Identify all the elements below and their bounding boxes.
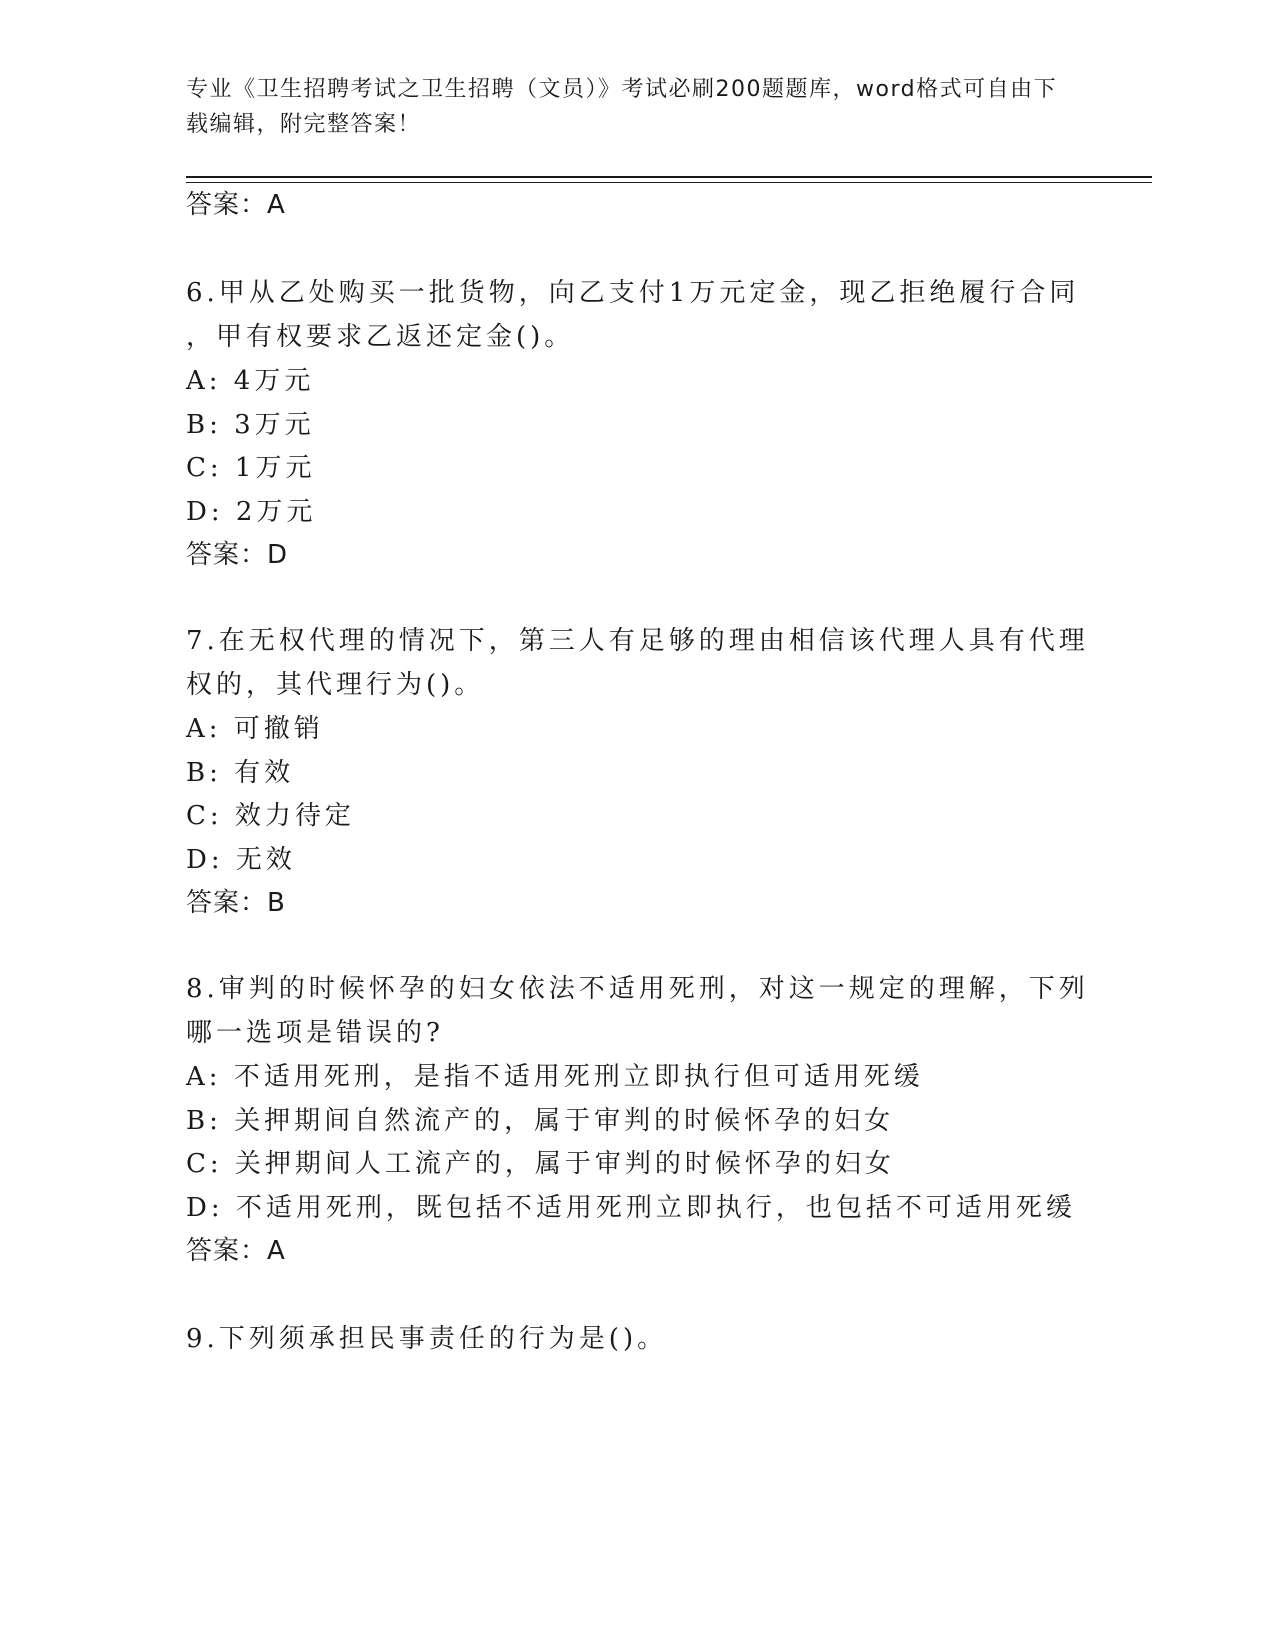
option-b: B: 3万元 xyxy=(186,410,315,440)
question-stem-continued: ，甲有权要求乙返还定金()。 xyxy=(186,322,575,352)
question-stem: 8.审判的时候怀孕的妇女依法不适用死刑，对这一规定的理解，下列 xyxy=(186,974,1089,1004)
document-header: 专业《卫生招聘考试之卫生招聘（文员）》考试必刷200题题库，word格式可自由下载编辑，附完整答案！ xyxy=(186,77,1058,137)
option-a: A: 可撤销 xyxy=(186,714,324,744)
option-a: A: 不适用死刑，是指不适用死刑立即执行但可适用死缓 xyxy=(186,1062,924,1092)
answer-label: 答案：A xyxy=(186,190,286,220)
option-c: C: 关押期间人工流产的，属于审判的时候怀孕的妇女 xyxy=(186,1149,895,1179)
option-b: B: 有效 xyxy=(186,758,295,788)
option-c: C: 效力待定 xyxy=(186,801,355,831)
option-c: C: 1万元 xyxy=(186,453,316,483)
answer-label: 答案：B xyxy=(186,888,286,918)
option-b: B: 关押期间自然流产的，属于审判的时候怀孕的妇女 xyxy=(186,1106,895,1136)
question-stem: 9.下列须承担民事责任的行为是()。 xyxy=(186,1324,668,1354)
header-divider-thin xyxy=(186,182,1152,183)
answer-label: 答案：D xyxy=(186,540,289,570)
question-stem: 7.在无权代理的情况下，第三人有足够的理由相信该代理人具有代理 xyxy=(186,626,1089,656)
option-a: A: 4万元 xyxy=(186,366,315,396)
header-divider-thick xyxy=(186,176,1152,178)
question-stem-continued: 哪一选项是错误的? xyxy=(186,1018,444,1048)
question-stem: 6.甲从乙处购买一批货物，向乙支付1万元定金，现乙拒绝履行合同 xyxy=(186,278,1080,308)
question-stem-continued: 权的，其代理行为()。 xyxy=(186,670,485,700)
answer-label: 答案：A xyxy=(186,1236,286,1266)
option-d: D: 无效 xyxy=(186,845,296,875)
option-d: D: 不适用死刑，既包括不适用死刑立即执行，也包括不可适用死缓 xyxy=(186,1193,1076,1223)
option-d: D: 2万元 xyxy=(186,497,317,527)
